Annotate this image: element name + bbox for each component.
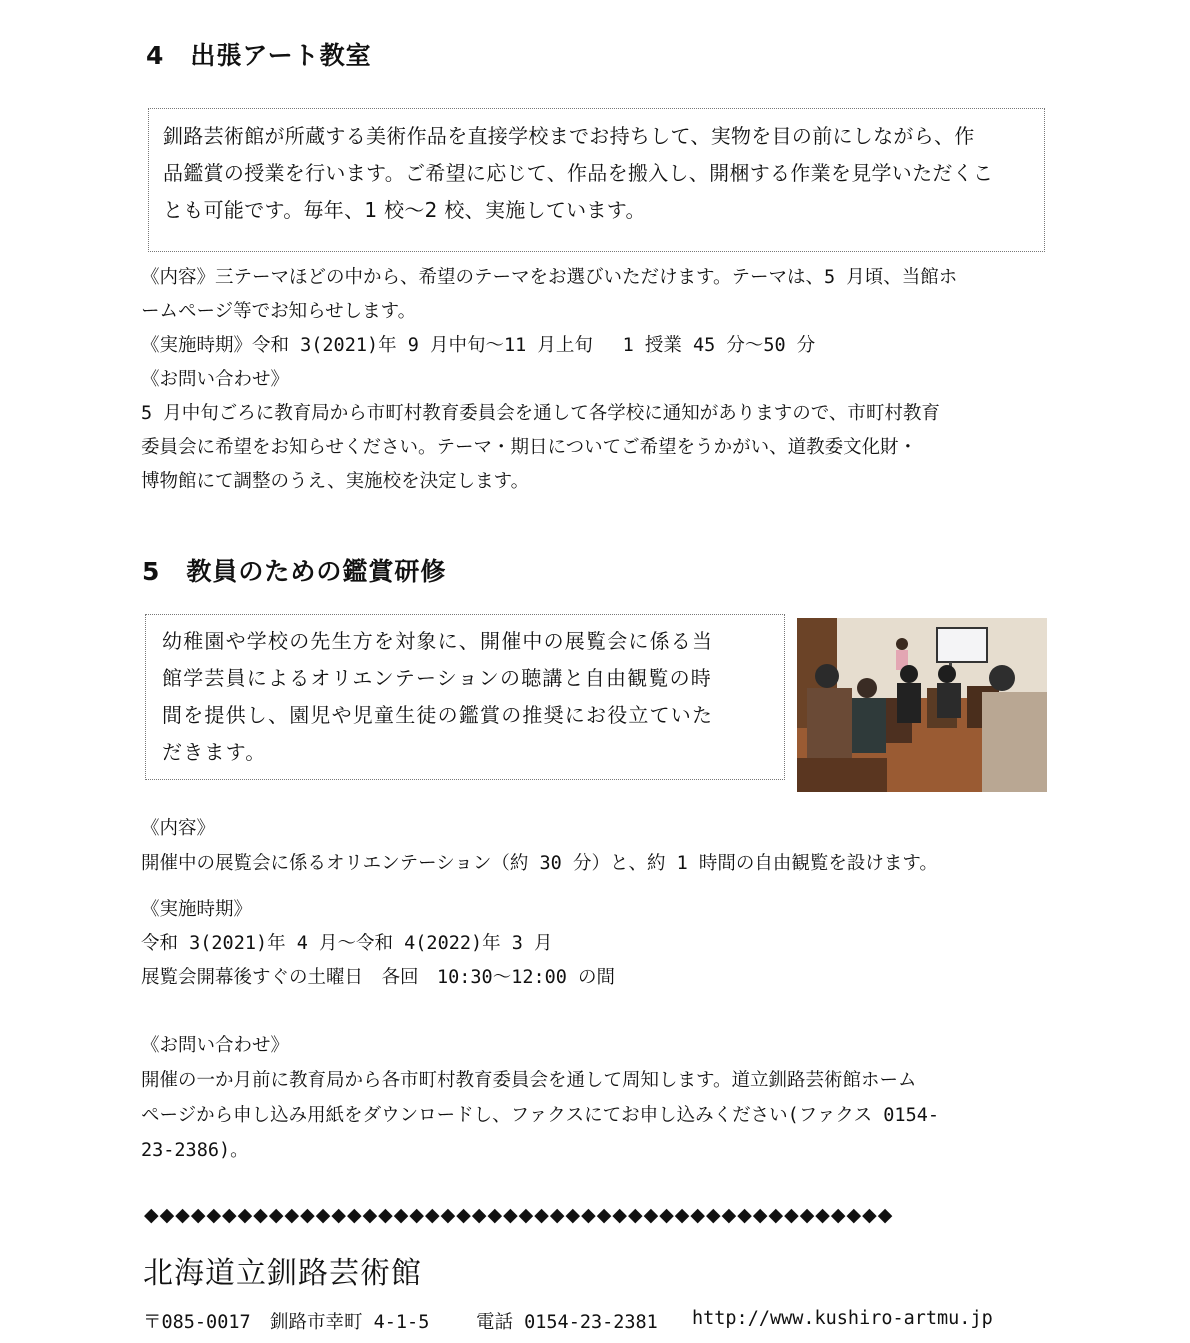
- summary-line: とも可能です。毎年、1 校～2 校、実施しています。: [163, 198, 646, 222]
- detail-line: 委員会に希望をお知らせください。テーマ・期日についてご希望をうかがい、道教委文化財・: [141, 437, 918, 458]
- detail-line: ームページ等でお知らせします。: [141, 301, 417, 322]
- summary-line: 釧路芸術館が所蔵する美術作品を直接学校までお持ちして、実物を目の前にしながら、作: [163, 124, 975, 148]
- contact-line: 23-2386)。: [141, 1140, 249, 1161]
- content-label: 《内容》: [141, 818, 216, 839]
- website-link[interactable]: http://www.kushiro-artmu.jp: [692, 1308, 993, 1329]
- summary-line: 間を提供し、園児や児童生徒の鑑賞の推奨にお役立ていた: [162, 703, 714, 727]
- period-line: 令和 3(2021)年 4 月～令和 4(2022)年 3 月: [141, 933, 553, 954]
- summary-line: だきます。: [162, 740, 267, 764]
- lecture-photo: [797, 618, 1047, 792]
- museum-name: 北海道立釧路芸術館: [143, 1256, 422, 1291]
- contact-line: ページから申し込み用紙をダウンロードし、ファクスにてお申し込みください(ファクス 0154-: [141, 1105, 939, 1126]
- detail-line: 5 月中旬ごろに教育局から市町村教育委員会を通して各学校に通知がありますので、市町村教育: [141, 403, 940, 424]
- detail-line: 《実施時期》令和 3(2021)年 9 月中旬～11 月上旬 1 授業 45 分～50 分: [141, 335, 816, 356]
- postal-code: 〒085-0017: [143, 1312, 251, 1333]
- contact-label: 《お問い合わせ》: [141, 1035, 290, 1056]
- address: 釧路市幸町 4-1-5: [270, 1312, 430, 1333]
- summary-line: 幼稚園や学校の先生方を対象に、開催中の展覧会に係る当: [162, 629, 714, 653]
- detail-line: 《お問い合わせ》: [141, 369, 290, 390]
- lecture-photo-illustration: [797, 618, 1047, 792]
- section-5-summary-box: [145, 614, 785, 780]
- content-text: 開催中の展覧会に係るオリエンテーション（約 30 分）と、約 1 時間の自由観覧を設けます。: [141, 853, 938, 874]
- detail-line: 《内容》三テーマほどの中から、希望のテーマをお選びいただけます。テーマは、5 月頃、当館ホ: [141, 267, 958, 288]
- section-4-details: [141, 264, 957, 502]
- summary-line: 館学芸員によるオリエンテーションの聴講と自由観覧の時: [162, 666, 712, 690]
- section-5-heading: 5 教員のための鑑賞研修: [142, 557, 447, 586]
- section-5-summary-text: [162, 623, 713, 771]
- summary-line: 品鑑賞の授業を行います。ご希望に応じて、作品を搬入し、開梱する作業を見学いただくこ: [163, 161, 994, 185]
- period-label: 《実施時期》: [141, 899, 253, 920]
- section-4-heading: 4 出張アート教室: [146, 41, 372, 70]
- detail-line: 博物館にて調整のうえ、実施校を決定します。: [141, 471, 530, 492]
- period-line: 展覧会開幕後すぐの土曜日 各回 10:30～12:00 の間: [141, 967, 616, 988]
- phone-number: 電話 0154-23-2381: [476, 1312, 658, 1333]
- section-4-summary-box: [148, 108, 1045, 252]
- section-4-summary-text: [163, 118, 993, 229]
- contact-line: 開催の一か月前に教育局から各市町村教育委員会を通して周知します。道立釧路芸術館ホーム: [141, 1070, 917, 1091]
- diamond-divider: ◆◆◆◆◆◆◆◆◆◆◆◆◆◆◆◆◆◆◆◆◆◆◆◆◆◆◆◆◆◆◆◆◆◆◆◆◆◆◆◆◆◆◆◆◆◆◆◆: [144, 1204, 894, 1226]
